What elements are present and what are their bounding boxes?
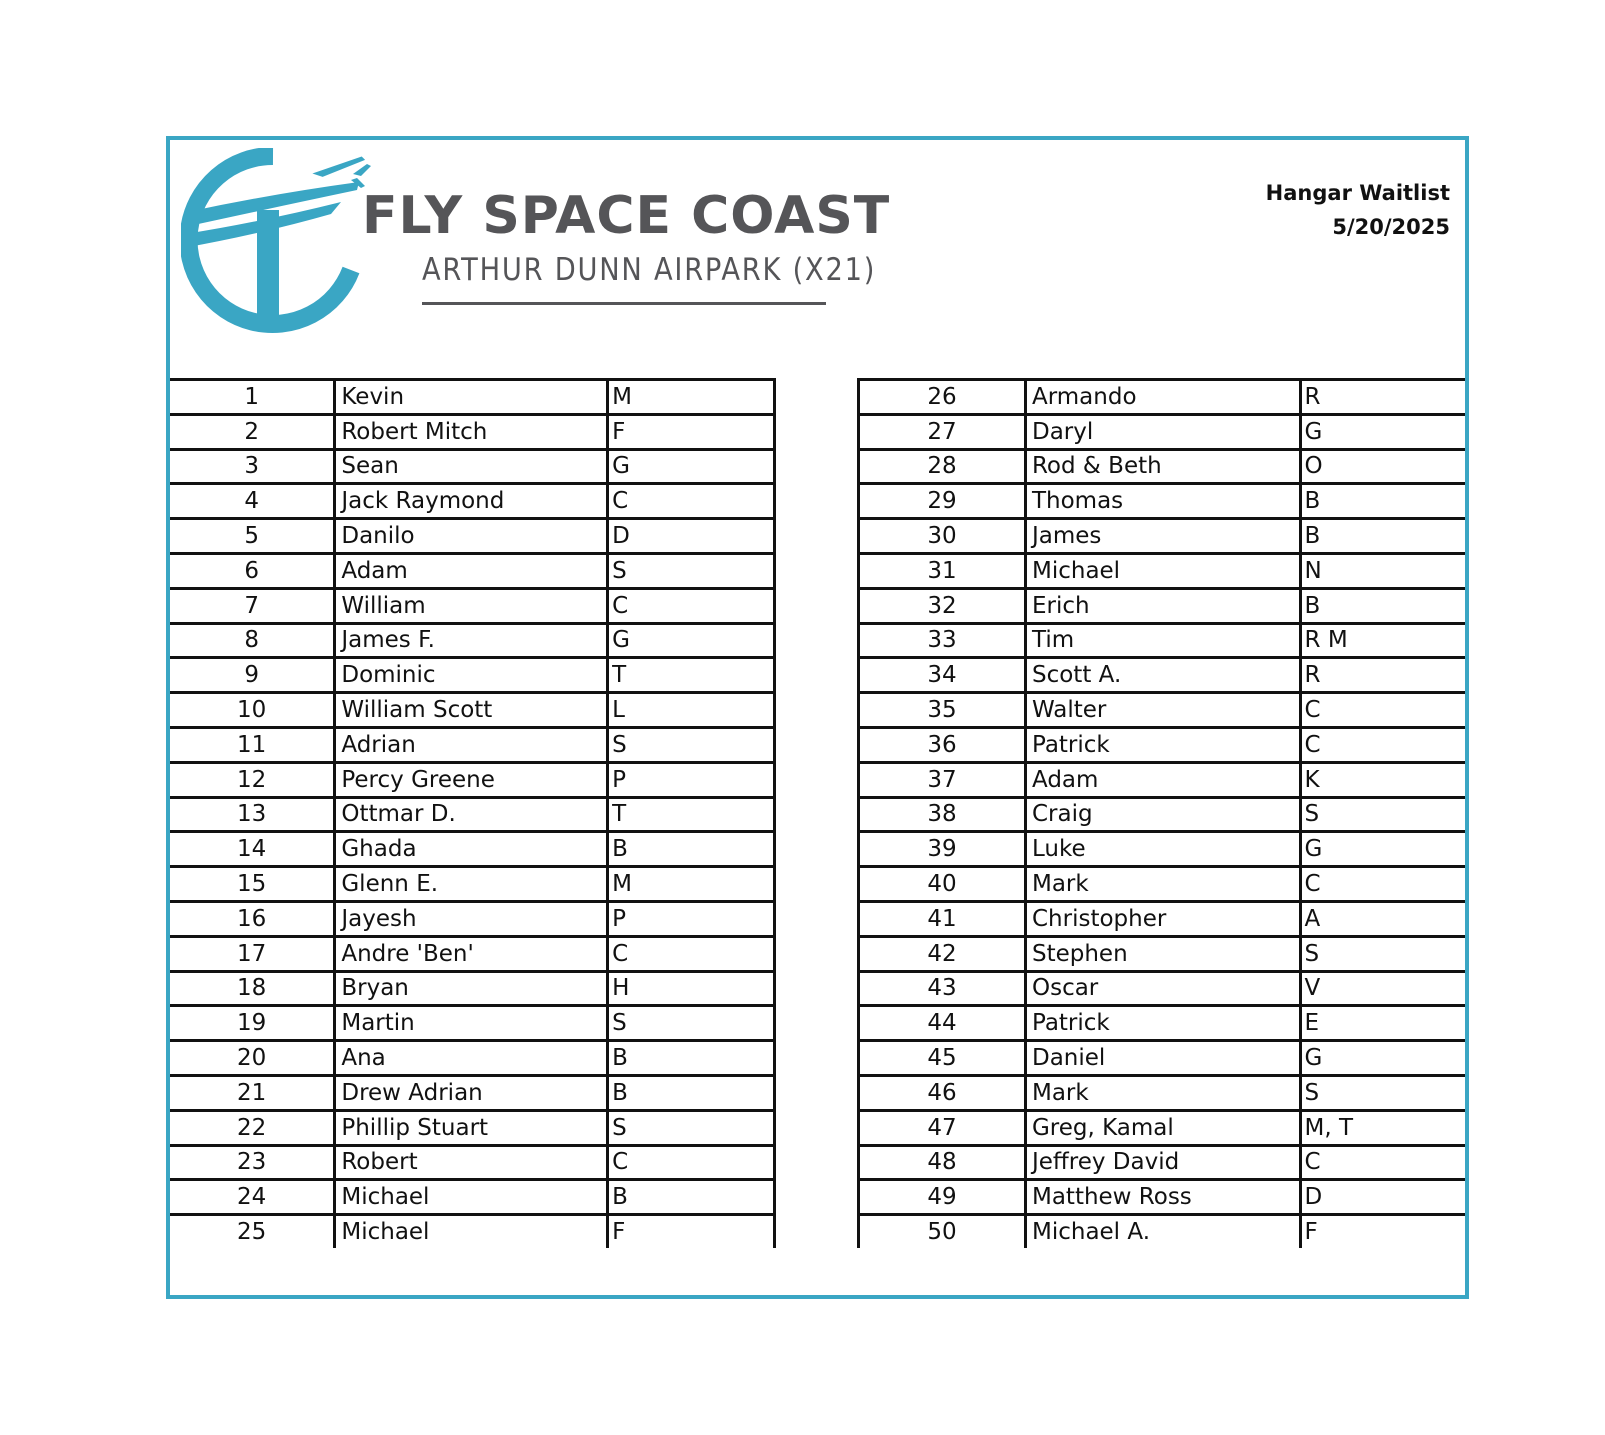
member-name: Adrian: [335, 727, 608, 762]
table-row: [859, 1145, 1466, 1180]
member-initial: K: [1300, 762, 1465, 797]
table-row: [859, 1041, 1466, 1076]
waitlist-position: 42: [859, 936, 1026, 971]
member-name: Danilo: [335, 519, 608, 554]
waitlist-position: 44: [859, 1006, 1026, 1041]
member-initial: B: [608, 832, 775, 867]
table-row: [859, 1075, 1466, 1110]
table-row: [859, 414, 1466, 449]
member-initial: F: [1300, 1215, 1465, 1248]
member-name: Matthew Ross: [1025, 1180, 1300, 1215]
member-initial: B: [1300, 588, 1465, 623]
member-name: Stephen: [1025, 936, 1300, 971]
member-name: Robert: [335, 1145, 608, 1180]
member-initial: B: [608, 1075, 775, 1110]
member-name: Thomas: [1025, 484, 1300, 519]
table-row: [170, 762, 775, 797]
member-initial: G: [608, 623, 775, 658]
member-name: Robert Mitch: [335, 414, 608, 449]
member-name: Daniel: [1025, 1041, 1300, 1076]
member-name: Adam: [1025, 762, 1300, 797]
table-row: [859, 484, 1466, 519]
member-initial: S: [608, 553, 775, 588]
waitlist-position: 24: [170, 1180, 335, 1215]
table-row: [170, 553, 775, 588]
waitlist-position: 4: [170, 484, 335, 519]
waitlist-position: 48: [859, 1145, 1026, 1180]
member-name: Adam: [335, 553, 608, 588]
member-name: Erich: [1025, 588, 1300, 623]
table-row: [170, 971, 775, 1006]
member-name: Tim: [1025, 623, 1300, 658]
member-initial: G: [608, 449, 775, 484]
waitlist-position: 33: [859, 623, 1026, 658]
table-row: [170, 693, 775, 728]
table-row: [170, 797, 775, 832]
waitlist-position: 36: [859, 727, 1026, 762]
member-initial: V: [1300, 971, 1465, 1006]
waitlist-position: 21: [170, 1075, 335, 1110]
waitlist-position: 40: [859, 867, 1026, 902]
member-name: Michael A.: [1025, 1215, 1300, 1248]
table-row: [170, 727, 775, 762]
member-name: Percy Greene: [335, 762, 608, 797]
member-initial: F: [608, 414, 775, 449]
member-initial: C: [1300, 867, 1465, 902]
table-row: [859, 971, 1466, 1006]
member-initial: O: [1300, 449, 1465, 484]
member-initial: P: [608, 901, 775, 936]
table-row: [170, 380, 775, 415]
waitlist-date: 5/20/2025: [1332, 215, 1450, 239]
table-row: [859, 797, 1466, 832]
waitlist-position: 31: [859, 553, 1026, 588]
waitlist-table-left: [170, 378, 776, 1248]
member-name: Glenn E.: [335, 867, 608, 902]
member-initial: G: [1300, 1041, 1465, 1076]
waitlist-position: 27: [859, 414, 1026, 449]
waitlist-position: 46: [859, 1075, 1026, 1110]
member-initial: A: [1300, 901, 1465, 936]
member-name: Bryan: [335, 971, 608, 1006]
member-initial: B: [1300, 484, 1465, 519]
airplane-circle-logo-icon: [181, 148, 371, 338]
member-name: Sean: [335, 449, 608, 484]
waitlist-position: 9: [170, 658, 335, 693]
member-initial: D: [608, 519, 775, 554]
table-row: [170, 1075, 775, 1110]
waitlist-position: 20: [170, 1041, 335, 1076]
table-row: [859, 588, 1466, 623]
waitlist-position: 43: [859, 971, 1026, 1006]
member-name: Scott A.: [1025, 658, 1300, 693]
member-name: Daryl: [1025, 414, 1300, 449]
member-name: Mark: [1025, 867, 1300, 902]
member-name: James F.: [335, 623, 608, 658]
member-name: William: [335, 588, 608, 623]
waitlist-position: 6: [170, 553, 335, 588]
waitlist-position: 13: [170, 797, 335, 832]
member-initial: B: [608, 1041, 775, 1076]
member-name: Walter: [1025, 693, 1300, 728]
member-initial: D: [1300, 1180, 1465, 1215]
member-initial: N: [1300, 553, 1465, 588]
waitlist-position: 34: [859, 658, 1026, 693]
member-initial: C: [608, 936, 775, 971]
member-name: Luke: [1025, 832, 1300, 867]
member-initial: S: [1300, 936, 1465, 971]
member-initial: R: [1300, 658, 1465, 693]
member-initial: T: [608, 797, 775, 832]
waitlist-position: 32: [859, 588, 1026, 623]
member-initial: R M: [1300, 623, 1465, 658]
waitlist-position: 38: [859, 797, 1026, 832]
member-name: Jayesh: [335, 901, 608, 936]
waitlist-position: 37: [859, 762, 1026, 797]
brand-title: FLY SPACE COAST: [362, 186, 891, 246]
waitlist-position: 15: [170, 867, 335, 902]
member-name: Phillip Stuart: [335, 1110, 608, 1145]
waitlist-position: 35: [859, 693, 1026, 728]
table-row: [170, 901, 775, 936]
waitlist-position: 18: [170, 971, 335, 1006]
table-row: [859, 380, 1466, 415]
member-name: Ana: [335, 1041, 608, 1076]
table-row: [859, 658, 1466, 693]
table-row: [859, 1110, 1466, 1145]
member-name: Armando: [1025, 380, 1300, 415]
table-row: [170, 414, 775, 449]
member-initial: S: [608, 727, 775, 762]
member-name: Ottmar D.: [335, 797, 608, 832]
table-row: [859, 1180, 1466, 1215]
member-initial: B: [1300, 519, 1465, 554]
member-name: Christopher: [1025, 901, 1300, 936]
member-initial: C: [608, 588, 775, 623]
member-initial: S: [1300, 797, 1465, 832]
table-row: [170, 1110, 775, 1145]
member-name: Drew Adrian: [335, 1075, 608, 1110]
table-row: [859, 449, 1466, 484]
member-initial: C: [1300, 727, 1465, 762]
brand-underline: [422, 302, 826, 305]
member-name: Jack Raymond: [335, 484, 608, 519]
table-row: [859, 901, 1466, 936]
waitlist-position: 12: [170, 762, 335, 797]
waitlist-position: 10: [170, 693, 335, 728]
member-name: Dominic: [335, 658, 608, 693]
member-name: Ghada: [335, 832, 608, 867]
member-name: Greg, Kamal: [1025, 1110, 1300, 1145]
waitlist-position: 3: [170, 449, 335, 484]
member-initial: G: [1300, 832, 1465, 867]
table-row: [170, 832, 775, 867]
waitlist-position: 28: [859, 449, 1026, 484]
table-row: [170, 1041, 775, 1076]
member-name: Martin: [335, 1006, 608, 1041]
table-row: [170, 623, 775, 658]
member-initial: E: [1300, 1006, 1465, 1041]
member-initial: C: [1300, 693, 1465, 728]
table-row: [170, 449, 775, 484]
table-row: [859, 832, 1466, 867]
member-initial: C: [1300, 1145, 1465, 1180]
member-initial: F: [608, 1215, 775, 1248]
member-name: Craig: [1025, 797, 1300, 832]
waitlist-position: 8: [170, 623, 335, 658]
member-name: Kevin: [335, 380, 608, 415]
table-row: [859, 693, 1466, 728]
document-heading: [1266, 176, 1450, 244]
waitlist-position: 19: [170, 1006, 335, 1041]
table-row: [859, 727, 1466, 762]
member-initial: C: [608, 1145, 775, 1180]
member-initial: T: [608, 658, 775, 693]
member-initial: B: [608, 1180, 775, 1215]
member-name: Michael: [335, 1215, 608, 1248]
table-row: [859, 867, 1466, 902]
waitlist-position: 14: [170, 832, 335, 867]
member-initial: M: [608, 380, 775, 415]
member-initial: M, T: [1300, 1110, 1465, 1145]
table-row: [170, 936, 775, 971]
member-initial: H: [608, 971, 775, 1006]
waitlist-position: 11: [170, 727, 335, 762]
waitlist-position: 17: [170, 936, 335, 971]
table-row: [170, 867, 775, 902]
member-initial: G: [1300, 414, 1465, 449]
table-row: [859, 553, 1466, 588]
table-row: [859, 936, 1466, 971]
member-name: Patrick: [1025, 727, 1300, 762]
table-row: [859, 762, 1466, 797]
table-row: [170, 484, 775, 519]
member-name: Mark: [1025, 1075, 1300, 1110]
table-row: [859, 623, 1466, 658]
table-row: [170, 588, 775, 623]
waitlist-position: 16: [170, 901, 335, 936]
member-name: Jeffrey David: [1025, 1145, 1300, 1180]
waitlist-position: 45: [859, 1041, 1026, 1076]
member-initial: R: [1300, 380, 1465, 415]
member-initial: L: [608, 693, 775, 728]
waitlist-position: 5: [170, 519, 335, 554]
member-name: Michael: [1025, 553, 1300, 588]
waitlist-position: 49: [859, 1180, 1026, 1215]
table-row: [170, 1180, 775, 1215]
waitlist-position: 2: [170, 414, 335, 449]
waitlist-position: 23: [170, 1145, 335, 1180]
table-row: [859, 1215, 1466, 1248]
member-name: Patrick: [1025, 1006, 1300, 1041]
member-name: James: [1025, 519, 1300, 554]
brand-subtitle: ARTHUR DUNN AIRPARK (X21): [422, 252, 877, 288]
waitlist-position: 25: [170, 1215, 335, 1248]
table-row: [859, 519, 1466, 554]
table-row: [170, 1215, 775, 1248]
waitlist-position: 29: [859, 484, 1026, 519]
member-name: Andre 'Ben': [335, 936, 608, 971]
waitlist-position: 7: [170, 588, 335, 623]
waitlist-position: 41: [859, 901, 1026, 936]
member-name: William Scott: [335, 693, 608, 728]
waitlist-position: 50: [859, 1215, 1026, 1248]
member-name: Michael: [335, 1180, 608, 1215]
member-initial: S: [1300, 1075, 1465, 1110]
waitlist-position: 22: [170, 1110, 335, 1145]
waitlist-table-right: [857, 378, 1465, 1248]
waitlist-position: 26: [859, 380, 1026, 415]
member-initial: C: [608, 484, 775, 519]
member-initial: P: [608, 762, 775, 797]
table-row: [170, 658, 775, 693]
waitlist-position: 39: [859, 832, 1026, 867]
table-row: [170, 1006, 775, 1041]
table-row: [859, 1006, 1466, 1041]
member-initial: S: [608, 1110, 775, 1145]
table-row: [170, 1145, 775, 1180]
waitlist-position: 47: [859, 1110, 1026, 1145]
member-initial: M: [608, 867, 775, 902]
table-row: [170, 519, 775, 554]
waitlist-title: Hangar Waitlist: [1265, 181, 1450, 205]
waitlist-position: 30: [859, 519, 1026, 554]
member-name: Oscar: [1025, 971, 1300, 1006]
member-initial: S: [608, 1006, 775, 1041]
member-name: Rod & Beth: [1025, 449, 1300, 484]
waitlist-position: 1: [170, 380, 335, 415]
